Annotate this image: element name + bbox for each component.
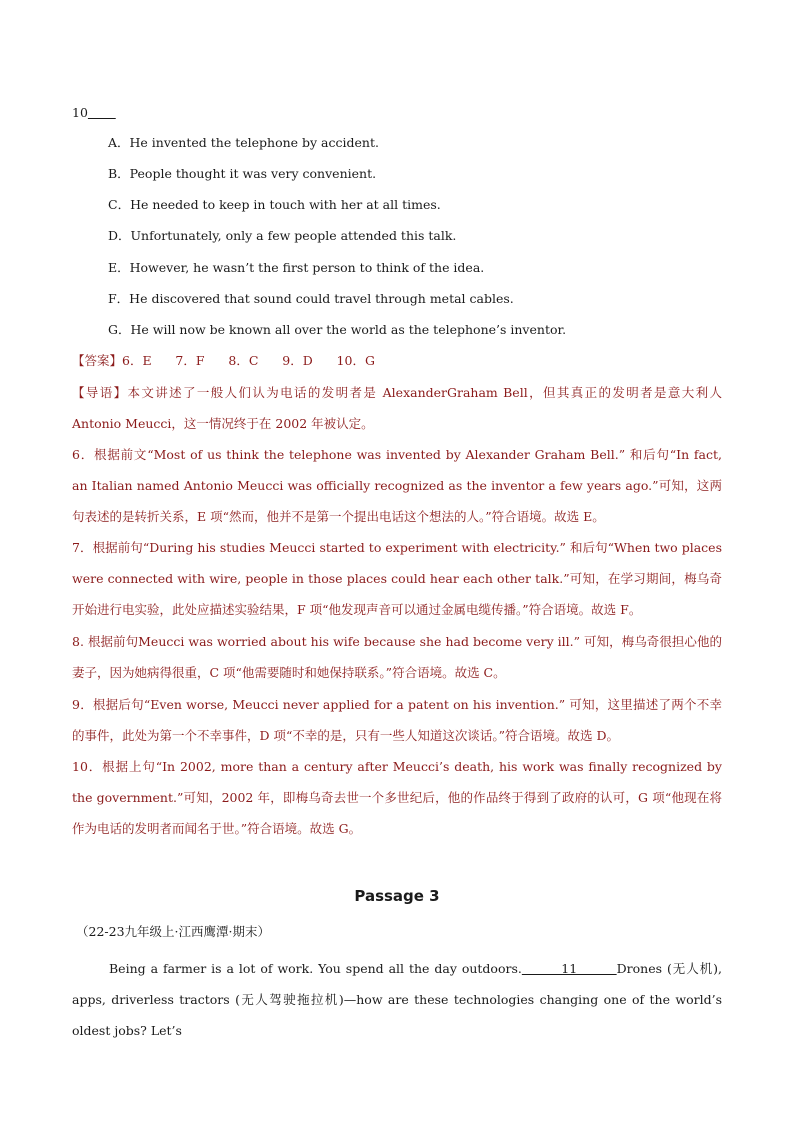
passage-source: （22-23九年级上·江西鹰潭·期末） bbox=[76, 924, 270, 939]
explanation-10: 10．根据上句“In 2002, more than a century after Meucci’s death, his work was finally recognized by the government.”可知，2002 年，即梅乌奇去世一个多世纪后，他的作品终于得到了政府的认可，G 项“他现在将作为电话的发明者而闻名于世。”符合语境。故选 G。 bbox=[72, 759, 722, 836]
blank-11: 11 bbox=[521, 961, 617, 976]
passage-title: Passage 3 bbox=[354, 887, 440, 905]
option-d: D．Unfortunately, only a few people attended this talk. bbox=[108, 228, 457, 243]
answer-blank bbox=[88, 105, 116, 120]
explanation-9: 9．根据后句“Even worse, Meucci never applied for a patent on his invention.” 可知，这里描述了两个不幸的事件，此处为第一个不幸事件，D 项“不幸的是，只有一些人知道这次谈话。”符合语境。故选 D。 bbox=[72, 697, 722, 743]
question-10-line bbox=[72, 103, 116, 123]
passage-text-after: Drones (无人机), apps, driverless tractors (无人驾驶拖拉机)—how are these technologies changing one of the world’s oldest jobs? Let’s bbox=[72, 961, 723, 1038]
question-number: 10 bbox=[72, 105, 88, 120]
passage-text-before: Being a farmer is a lot of work. You spend all the day outdoors. bbox=[109, 961, 522, 976]
explanation-8: 8. 根据前句Meucci was worried about his wife because she had become very ill.” 可知，梅乌奇很担心他的妻子，因为她病得很重，C 项“他需要随时和她保持联系。”符合语境。故选 C。 bbox=[72, 634, 722, 680]
passage-paragraph bbox=[72, 953, 722, 1046]
option-a: A．He invented the telephone by accident. bbox=[108, 135, 379, 150]
guide-paragraph: 【导语】本文讲述了一般人们认为电话的发明者是 AlexanderGraham Bell，但其真正的发明者是意大利人 Antonio Meucci，这一情况终于在 2002 年被认定。 bbox=[72, 385, 722, 431]
explanation-6: 6．根据前文“Most of us think the telephone was invented by Alexander Graham Bell.” 和后句“In fact, an Italian named Antonio Meucci was officially recognized as the inventor a few years ago.”可知，这两句表述的是转折关系，E 项“然而，他并不是第一个提出电话这个想法的人。”符合语境。故选 E。 bbox=[72, 447, 722, 524]
option-e: E．However, he wasn’t the first person to think of the idea. bbox=[108, 260, 485, 275]
option-f: F．He discovered that sound could travel through metal cables. bbox=[108, 291, 514, 306]
option-g: G．He will now be known all over the world as the telephone’s inventor. bbox=[108, 322, 567, 337]
option-b: B．People thought it was very convenient. bbox=[108, 166, 377, 181]
explanation-7: 7．根据前句“During his studies Meucci started to experiment with electricity.” 和后句“When two places were connected with wire, people in those places could hear each other talk.”可知，在学习期间，梅乌奇开始进行电实验，此处应描述实验结果，F 项“他发现声音可以通过金属电缆传播。”符合语境。故选 F。 bbox=[72, 540, 722, 617]
option-c: C．He needed to keep in touch with her at all times. bbox=[108, 197, 441, 212]
answer-key: 【答案】6．E 7．F 8．C 9．D 10．G bbox=[72, 353, 375, 368]
